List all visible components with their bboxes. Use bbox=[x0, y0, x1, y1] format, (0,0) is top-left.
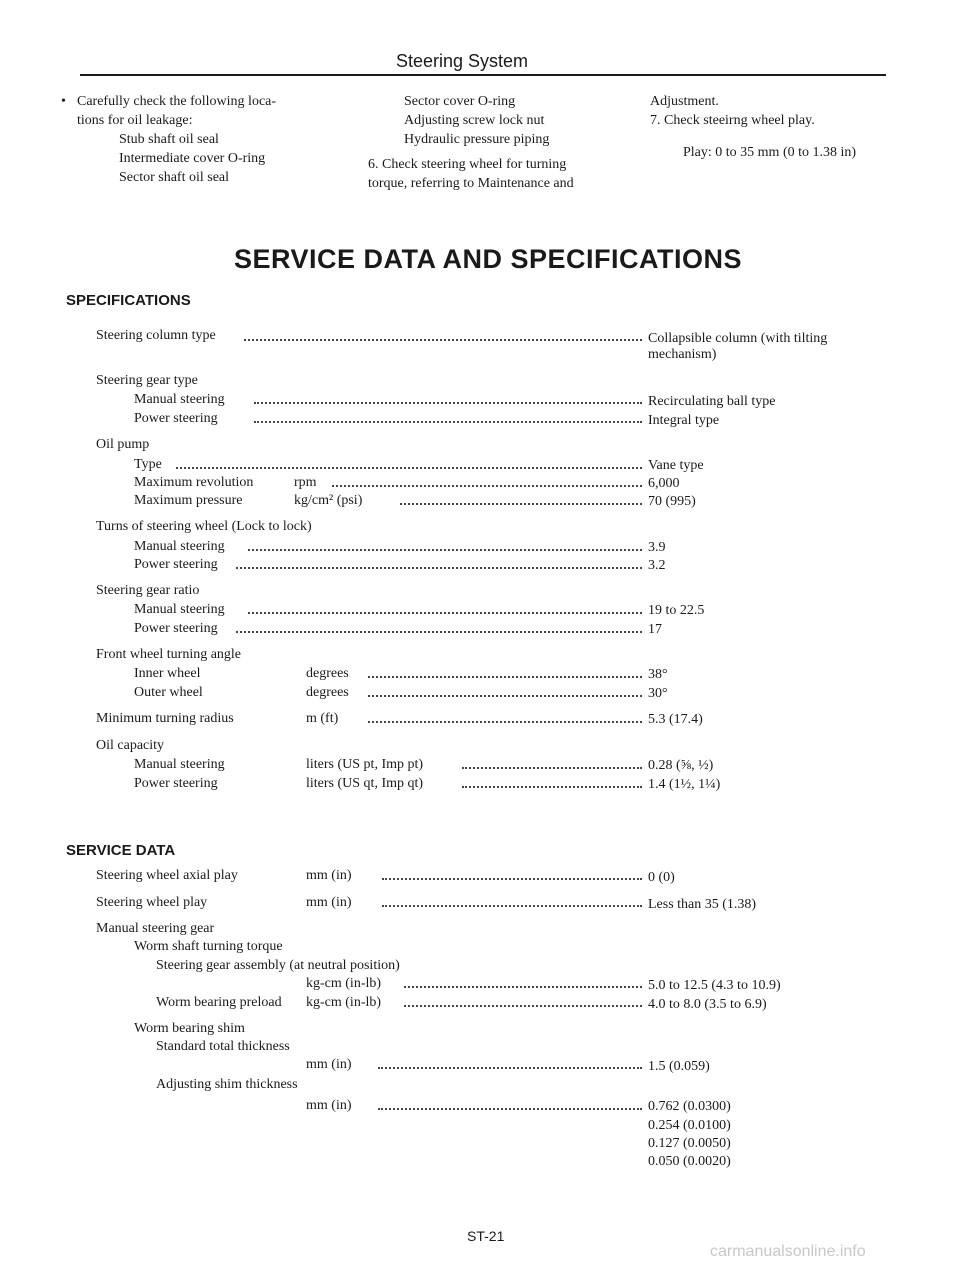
spec-value-turns-power: 3.2 bbox=[648, 558, 666, 573]
svc-value-standard-thickness: 1.5 (0.059) bbox=[648, 1059, 710, 1074]
svc-value-shim-2: 0.254 (0.0100) bbox=[648, 1118, 731, 1133]
spec-value-capacity-manual: 0.28 (⅝, ½) bbox=[648, 758, 714, 773]
leader-dots bbox=[248, 604, 642, 614]
spec-label-turns-manual: Manual steering bbox=[134, 539, 225, 554]
leader-dots bbox=[236, 559, 642, 569]
leader-dots bbox=[404, 997, 642, 1007]
svc-unit-wheel-play: mm (in) bbox=[306, 895, 352, 910]
intro-col2-line-4: 6. Check steering wheel for turning bbox=[368, 157, 567, 172]
svc-value-shim-1: 0.762 (0.0300) bbox=[648, 1099, 731, 1114]
spec-label-turning-angle: Front wheel turning angle bbox=[96, 647, 242, 662]
spec-value-steering-column-type-cont: mechanism) bbox=[648, 347, 717, 362]
spec-label-max-pressure: Maximum pressure bbox=[134, 493, 243, 508]
svc-label-standard-thickness: Standard total thickness bbox=[156, 1039, 290, 1054]
svc-value-axial-play: 0 (0) bbox=[648, 870, 675, 885]
spec-unit-outer-wheel: degrees bbox=[306, 685, 349, 700]
intro-col2-line-5: torque, referring to Maintenance and bbox=[368, 176, 574, 191]
service-data-heading: SERVICE DATA bbox=[66, 842, 176, 859]
intro-col1-line-3: Stub shaft oil seal bbox=[119, 132, 219, 147]
leader-dots bbox=[378, 1059, 642, 1069]
spec-label-turns-power: Power steering bbox=[134, 557, 218, 572]
spec-unit-capacity-power: liters (US qt, Imp qt) bbox=[306, 776, 424, 791]
svc-unit-gear-assembly: kg-cm (in-lb) bbox=[306, 976, 382, 991]
spec-label-pump-type: Type bbox=[134, 457, 162, 472]
leader-dots bbox=[254, 394, 642, 404]
svc-label-axial-play: Steering wheel axial play bbox=[96, 868, 238, 883]
spec-value-inner-wheel: 38° bbox=[648, 667, 668, 682]
svc-label-wheel-play: Steering wheel play bbox=[96, 895, 208, 910]
leader-dots bbox=[248, 541, 642, 551]
leader-dots bbox=[332, 477, 642, 487]
spec-label-gear-ratio: Steering gear ratio bbox=[96, 583, 200, 598]
leader-dots bbox=[400, 495, 642, 505]
spec-label-steering-column-type: Steering column type bbox=[96, 328, 216, 343]
spec-unit-max-revolution: rpm bbox=[294, 475, 317, 490]
leader-dots bbox=[382, 897, 642, 907]
leader-dots bbox=[368, 687, 642, 697]
svc-label-worm-shim: Worm bearing shim bbox=[134, 1021, 245, 1036]
spec-value-ratio-power: 17 bbox=[648, 622, 662, 637]
leader-dots bbox=[368, 713, 642, 723]
svc-label-manual-gear: Manual steering gear bbox=[96, 921, 215, 936]
intro-col1-line-1: Carefully check the following loca- bbox=[77, 94, 277, 109]
svc-unit-standard-thickness: mm (in) bbox=[306, 1057, 352, 1072]
intro-col2-line-3: Hydraulic pressure piping bbox=[404, 132, 550, 147]
spec-value-max-revolution: 6,000 bbox=[648, 476, 680, 491]
intro-col3-line-1: Adjustment. bbox=[650, 94, 719, 109]
spec-value-power-steering: Integral type bbox=[648, 413, 720, 428]
leader-dots bbox=[378, 1100, 642, 1110]
intro-col2-line-2: Adjusting screw lock nut bbox=[404, 113, 545, 128]
intro-col1-line-2: tions for oil leakage: bbox=[77, 113, 193, 128]
watermark: carmanualsonline.info bbox=[710, 1243, 866, 1260]
leader-dots bbox=[462, 759, 642, 769]
svc-unit-axial-play: mm (in) bbox=[306, 868, 352, 883]
main-title: SERVICE DATA AND SPECIFICATIONS bbox=[234, 244, 743, 274]
intro-col2-line-1: Sector cover O-ring bbox=[404, 94, 516, 109]
spec-label-power-steering: Power steering bbox=[134, 411, 218, 426]
intro-col1-line-5: Sector shaft oil seal bbox=[119, 170, 230, 185]
leader-dots bbox=[462, 778, 642, 788]
leader-dots bbox=[176, 459, 642, 469]
spec-label-outer-wheel: Outer wheel bbox=[134, 685, 203, 700]
leader-dots bbox=[244, 331, 642, 341]
spec-label-turns-lock-to-lock: Turns of steering wheel (Lock to lock) bbox=[96, 519, 312, 534]
svc-label-adjusting-shim: Adjusting shim thickness bbox=[156, 1077, 298, 1092]
spec-label-min-turning-radius: Minimum turning radius bbox=[96, 711, 234, 726]
spec-unit-min-turning-radius: m (ft) bbox=[306, 711, 339, 726]
spec-label-capacity-manual: Manual steering bbox=[134, 757, 225, 772]
bullet-marker: • bbox=[61, 94, 66, 109]
header-rule bbox=[80, 74, 886, 76]
spec-value-turns-manual: 3.9 bbox=[648, 540, 666, 555]
spec-unit-inner-wheel: degrees bbox=[306, 666, 349, 681]
spec-label-max-revolution: Maximum revolution bbox=[134, 475, 254, 490]
leader-dots bbox=[368, 668, 642, 678]
spec-label-oil-capacity: Oil capacity bbox=[96, 738, 165, 753]
svc-label-worm-torque: Worm shaft turning torque bbox=[134, 939, 283, 954]
svc-unit-adjusting-shim: mm (in) bbox=[306, 1098, 352, 1113]
spec-value-capacity-power: 1.4 (1½, 1¼) bbox=[648, 777, 721, 792]
intro-col3-line-2: 7. Check steeirng wheel play. bbox=[650, 113, 815, 128]
svc-label-gear-assembly: Steering gear assembly (at neutral position) bbox=[156, 958, 400, 973]
page-header-title: Steering System bbox=[396, 51, 529, 71]
spec-label-inner-wheel: Inner wheel bbox=[134, 666, 201, 681]
intro-col1-line-4: Intermediate cover O-ring bbox=[119, 151, 266, 166]
leader-dots bbox=[382, 870, 642, 880]
spec-value-pump-type: Vane type bbox=[648, 458, 704, 473]
svc-value-shim-4: 0.050 (0.0020) bbox=[648, 1154, 731, 1169]
svc-label-worm-preload: Worm bearing preload bbox=[156, 995, 282, 1010]
spec-label-oil-pump: Oil pump bbox=[96, 437, 150, 452]
spec-value-manual-steering: Recirculating ball type bbox=[648, 394, 776, 409]
specifications-heading: SPECIFICATIONS bbox=[66, 292, 191, 309]
svc-value-shim-3: 0.127 (0.0050) bbox=[648, 1136, 731, 1151]
spec-unit-max-pressure: kg/cm² (psi) bbox=[294, 493, 363, 508]
intro-col3-line-3: Play: 0 to 35 mm (0 to 1.38 in) bbox=[683, 145, 857, 160]
spec-label-capacity-power: Power steering bbox=[134, 776, 218, 791]
spec-value-min-turning-radius: 5.3 (17.4) bbox=[648, 712, 703, 727]
svc-value-gear-assembly: 5.0 to 12.5 (4.3 to 10.9) bbox=[648, 978, 781, 993]
spec-unit-capacity-manual: liters (US pt, Imp pt) bbox=[306, 757, 424, 772]
spec-label-ratio-manual: Manual steering bbox=[134, 602, 225, 617]
spec-label-steering-gear-type: Steering gear type bbox=[96, 373, 198, 388]
leader-dots bbox=[254, 413, 642, 423]
page-number: ST-21 bbox=[467, 1228, 505, 1244]
svc-value-worm-preload: 4.0 to 8.0 (3.5 to 6.9) bbox=[648, 997, 767, 1012]
spec-label-manual-steering: Manual steering bbox=[134, 392, 225, 407]
svc-value-wheel-play: Less than 35 (1.38) bbox=[648, 897, 757, 912]
leader-dots bbox=[236, 623, 642, 633]
leader-dots bbox=[404, 978, 642, 988]
spec-value-outer-wheel: 30° bbox=[648, 686, 668, 701]
spec-value-steering-column-type: Collapsible column (with tilting bbox=[648, 331, 828, 346]
spec-value-ratio-manual: 19 to 22.5 bbox=[648, 603, 705, 618]
spec-value-max-pressure: 70 (995) bbox=[648, 494, 696, 509]
spec-label-ratio-power: Power steering bbox=[134, 621, 218, 636]
svc-unit-worm-preload: kg-cm (in-lb) bbox=[306, 995, 382, 1010]
